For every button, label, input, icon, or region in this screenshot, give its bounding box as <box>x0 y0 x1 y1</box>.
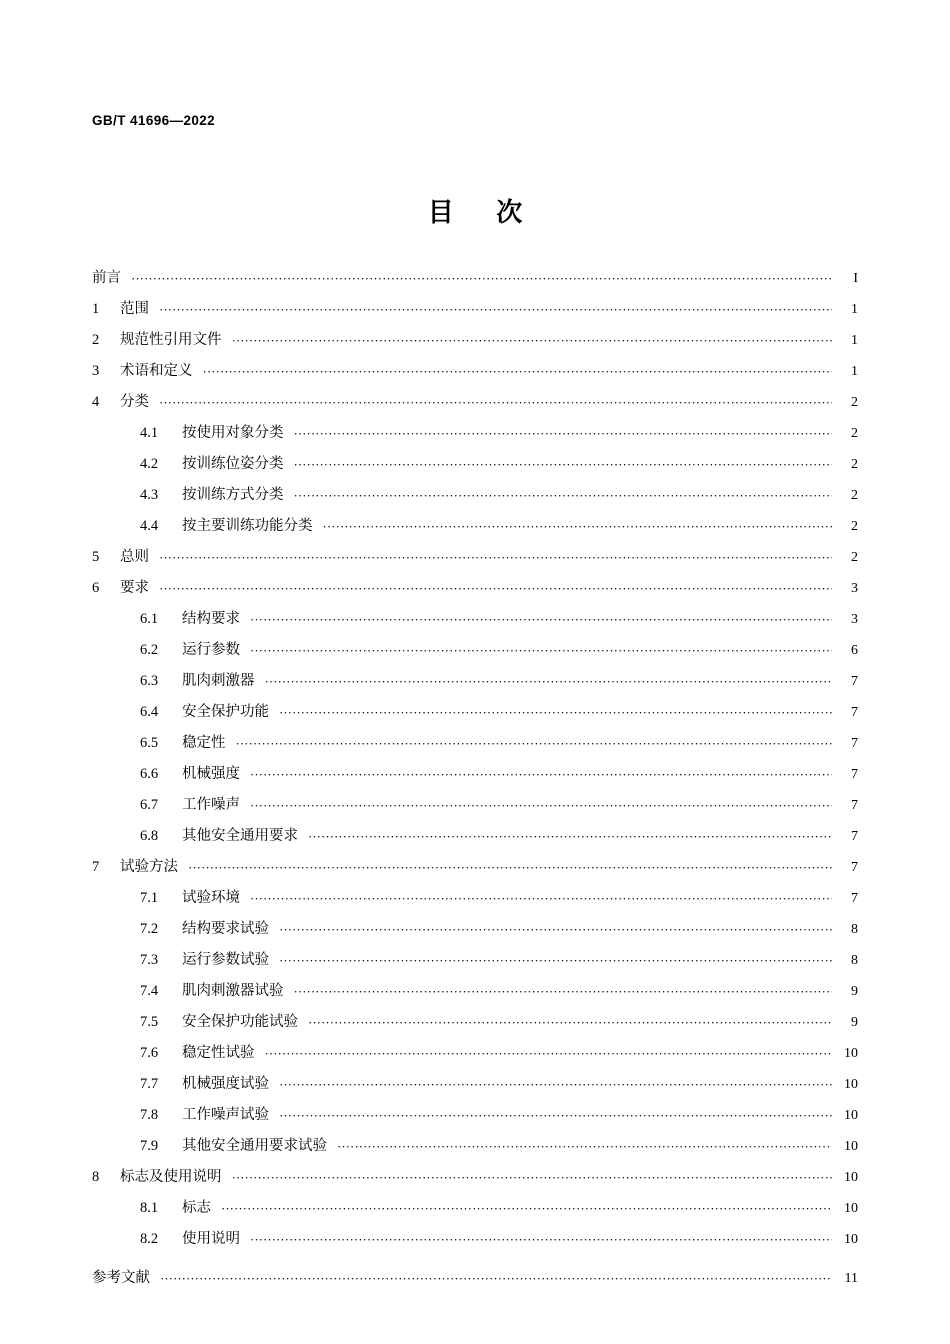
toc-entry[interactable] <box>92 578 858 609</box>
toc-leader-dots <box>279 1074 832 1088</box>
toc-entry-number: 6.7 <box>140 797 159 813</box>
toc-entry-number: 3 <box>92 363 100 379</box>
toc-entry-page: 10 <box>844 1170 858 1185</box>
toc-entry-number: 6.1 <box>140 611 159 627</box>
toc-entry[interactable] <box>92 950 858 981</box>
toc-entry-label: 稳定性试验 <box>182 1045 255 1061</box>
toc-entry-page: 2 <box>851 488 858 503</box>
toc-entry[interactable] <box>92 671 858 702</box>
toc-entry-page: 9 <box>851 1015 858 1030</box>
toc-entry-page: 10 <box>844 1108 858 1123</box>
toc-entry-label: 使用说明 <box>182 1231 240 1247</box>
toc-entry-page: 2 <box>851 550 858 565</box>
toc-entry-page: 1 <box>851 364 858 379</box>
toc-entry-number: 7.5 <box>140 1014 159 1030</box>
toc-entry-page: 11 <box>844 1271 858 1286</box>
toc-entry-number: 7.7 <box>140 1076 159 1092</box>
toc-entry-label: 总则 <box>120 549 149 565</box>
toc-entry[interactable] <box>92 423 858 454</box>
toc-entry-page: 7 <box>851 860 858 875</box>
toc-leader-dots <box>294 454 833 468</box>
toc-entry-page: 2 <box>851 426 858 441</box>
toc-entry-number: 7.4 <box>140 983 159 999</box>
toc-entry[interactable] <box>92 547 858 578</box>
toc-entry-number: 6.8 <box>140 828 159 844</box>
toc-entry-page: 3 <box>851 612 858 627</box>
toc-entry-label: 标志及使用说明 <box>120 1169 222 1185</box>
toc-entry-label: 肌肉刺激器试验 <box>182 983 284 999</box>
toc-entry[interactable] <box>92 299 858 330</box>
toc-entry-page: 9 <box>851 984 858 999</box>
toc-entry-number: 4.4 <box>140 518 159 534</box>
toc-entry-label: 按训练位姿分类 <box>182 456 284 472</box>
toc-entry-page: 7 <box>851 736 858 751</box>
toc-entry[interactable] <box>92 919 858 950</box>
toc-leader-dots <box>294 423 833 437</box>
toc-leader-dots <box>236 733 833 747</box>
toc-entry-number: 6.5 <box>140 735 159 751</box>
toc-entry-number: 8.2 <box>140 1231 159 1247</box>
toc-entry-label: 工作噪声 <box>182 797 240 813</box>
toc-leader-dots <box>308 1012 832 1026</box>
toc-entry-label: 工作噪声试验 <box>182 1107 269 1123</box>
toc-entry-page: 2 <box>851 395 858 410</box>
toc-entry-label: 运行参数试验 <box>182 952 269 968</box>
toc-entry[interactable] <box>92 1074 858 1105</box>
toc-entry-page: 7 <box>851 705 858 720</box>
toc-entry-label: 肌肉刺激器 <box>182 673 255 689</box>
toc-leader-dots <box>265 671 833 685</box>
toc-entry-label: 试验方法 <box>120 859 178 875</box>
toc-entry[interactable] <box>92 733 858 764</box>
toc-entry-number: 8 <box>92 1169 100 1185</box>
toc-entry[interactable] <box>92 981 858 1012</box>
toc-entry-label: 参考文献 <box>92 1270 150 1286</box>
toc-entry-number: 7.8 <box>140 1107 159 1123</box>
toc-entry-number: 6.6 <box>140 766 159 782</box>
toc-entry-number: 1 <box>92 301 100 317</box>
toc-entry-number: 4.1 <box>140 425 159 441</box>
toc-entry-page: 6 <box>851 643 858 658</box>
toc-entry-page: 10 <box>844 1046 858 1061</box>
toc-leader-dots <box>203 361 833 375</box>
toc-entry[interactable] <box>92 609 858 640</box>
toc-entry[interactable] <box>92 826 858 857</box>
toc-entry-number: 6 <box>92 580 100 596</box>
toc-entry-label: 标志 <box>182 1200 211 1216</box>
toc-entry[interactable] <box>92 640 858 671</box>
toc-entry[interactable] <box>92 1167 858 1198</box>
toc-entry-page: 8 <box>851 953 858 968</box>
toc-entry-label: 术语和定义 <box>120 363 193 379</box>
toc-entry[interactable] <box>92 888 858 919</box>
toc-entry-page: 8 <box>851 922 858 937</box>
toc-entry-page: 10 <box>844 1077 858 1092</box>
toc-leader-dots <box>131 268 832 282</box>
toc-leader-dots <box>159 578 832 592</box>
toc-entry[interactable] <box>92 1136 858 1167</box>
toc-entry-label: 机械强度试验 <box>182 1076 269 1092</box>
toc-entry-number: 2 <box>92 332 100 348</box>
toc-entry[interactable] <box>92 1268 858 1299</box>
toc-leader-dots <box>221 1198 832 1212</box>
toc-entry-label: 试验环境 <box>182 890 240 906</box>
toc-entry-page: 2 <box>851 519 858 534</box>
toc-leader-dots <box>294 485 833 499</box>
toc-entry[interactable] <box>92 454 858 485</box>
toc-entry-page: I <box>853 271 858 286</box>
toc-entry[interactable] <box>92 1229 858 1260</box>
toc-entry[interactable] <box>92 361 858 392</box>
toc-entry-label: 结构要求试验 <box>182 921 269 937</box>
toc-entry[interactable] <box>92 330 858 361</box>
toc-entry[interactable] <box>92 764 858 795</box>
toc-leader-dots <box>250 640 832 654</box>
toc-leader-dots <box>188 857 832 871</box>
toc-entry-page: 7 <box>851 829 858 844</box>
toc-entry-page: 7 <box>851 767 858 782</box>
toc-leader-dots <box>159 299 832 313</box>
toc-entry-number: 6.4 <box>140 704 159 720</box>
toc-leader-dots <box>160 1268 832 1282</box>
toc-entry-label: 其他安全通用要求试验 <box>182 1138 327 1154</box>
toc-entry-page: 7 <box>851 798 858 813</box>
toc-entry-page: 7 <box>851 674 858 689</box>
toc-leader-dots <box>279 950 832 964</box>
toc-entry-page: 10 <box>844 1232 858 1247</box>
toc-entry-page: 3 <box>851 581 858 596</box>
toc-leader-dots <box>279 702 832 716</box>
toc-entry-number: 7 <box>92 859 100 875</box>
toc-entry[interactable] <box>92 1043 858 1074</box>
toc-entry-number: 5 <box>92 549 100 565</box>
toc-entry[interactable] <box>92 857 858 888</box>
toc-entry[interactable] <box>92 795 858 826</box>
toc-entry-page: 1 <box>851 302 858 317</box>
toc-entry-page: 10 <box>844 1139 858 1154</box>
toc-leader-dots <box>250 764 832 778</box>
toc-entry-label: 运行参数 <box>182 642 240 658</box>
toc-leader-dots <box>279 1105 832 1119</box>
toc-leader-dots <box>294 981 833 995</box>
toc-entry[interactable] <box>92 702 858 733</box>
toc-entry-label: 前言 <box>92 270 121 286</box>
toc-leader-dots <box>308 826 832 840</box>
toc-entry-label: 稳定性 <box>182 735 226 751</box>
toc-entry-label: 按使用对象分类 <box>182 425 284 441</box>
standard-code: GB/T 41696—2022 <box>92 113 216 128</box>
toc-entry[interactable] <box>92 516 858 547</box>
toc-leader-dots <box>323 516 833 530</box>
toc-entry-label: 安全保护功能试验 <box>182 1014 298 1030</box>
toc-entry[interactable] <box>92 392 858 423</box>
toc-entry-label: 结构要求 <box>182 611 240 627</box>
toc-entry-label: 安全保护功能 <box>182 704 269 720</box>
toc-leader-dots <box>250 888 832 902</box>
toc-entry-number: 6.3 <box>140 673 159 689</box>
toc-entry-number: 6.2 <box>140 642 159 658</box>
toc-entry-label: 范围 <box>120 301 149 317</box>
toc-leader-dots <box>159 392 832 406</box>
toc-entry-page: 2 <box>851 457 858 472</box>
toc-leader-dots <box>265 1043 833 1057</box>
toc-leader-dots <box>250 609 832 623</box>
toc-leader-dots <box>250 795 832 809</box>
toc-entry-page: 1 <box>851 333 858 348</box>
toc-entry-label: 规范性引用文件 <box>120 332 222 348</box>
toc-entry-label: 其他安全通用要求 <box>182 828 298 844</box>
toc-entry[interactable] <box>92 485 858 516</box>
toc-entry-number: 7.6 <box>140 1045 159 1061</box>
toc-entry-number: 7.1 <box>140 890 159 906</box>
toc-entry-label: 机械强度 <box>182 766 240 782</box>
table-of-contents <box>92 268 858 1299</box>
toc-entry-page: 10 <box>844 1201 858 1216</box>
toc-entry[interactable] <box>92 1198 858 1229</box>
toc-entry[interactable] <box>92 1012 858 1043</box>
toc-entry-number: 4.2 <box>140 456 159 472</box>
toc-entry[interactable] <box>92 1105 858 1136</box>
toc-entry-number: 7.3 <box>140 952 159 968</box>
toc-leader-dots <box>232 1167 833 1181</box>
toc-entry-page: 7 <box>851 891 858 906</box>
toc-entry-number: 7.9 <box>140 1138 159 1154</box>
toc-entry-label: 分类 <box>120 394 149 410</box>
toc-entry-label: 按训练方式分类 <box>182 487 284 503</box>
toc-entry-number: 4 <box>92 394 100 410</box>
toc-leader-dots <box>250 1229 832 1243</box>
toc-leader-dots <box>279 919 832 933</box>
toc-leader-dots <box>232 330 833 344</box>
toc-leader-dots <box>337 1136 832 1150</box>
toc-leader-dots <box>159 547 832 561</box>
toc-entry-label: 按主要训练功能分类 <box>182 518 313 534</box>
toc-entry-number: 4.3 <box>140 487 159 503</box>
toc-entry[interactable] <box>92 268 858 299</box>
toc-entry-label: 要求 <box>120 580 149 596</box>
toc-entry-number: 8.1 <box>140 1200 159 1216</box>
page-title: 目 次 <box>427 198 541 227</box>
toc-entry-number: 7.2 <box>140 921 159 937</box>
